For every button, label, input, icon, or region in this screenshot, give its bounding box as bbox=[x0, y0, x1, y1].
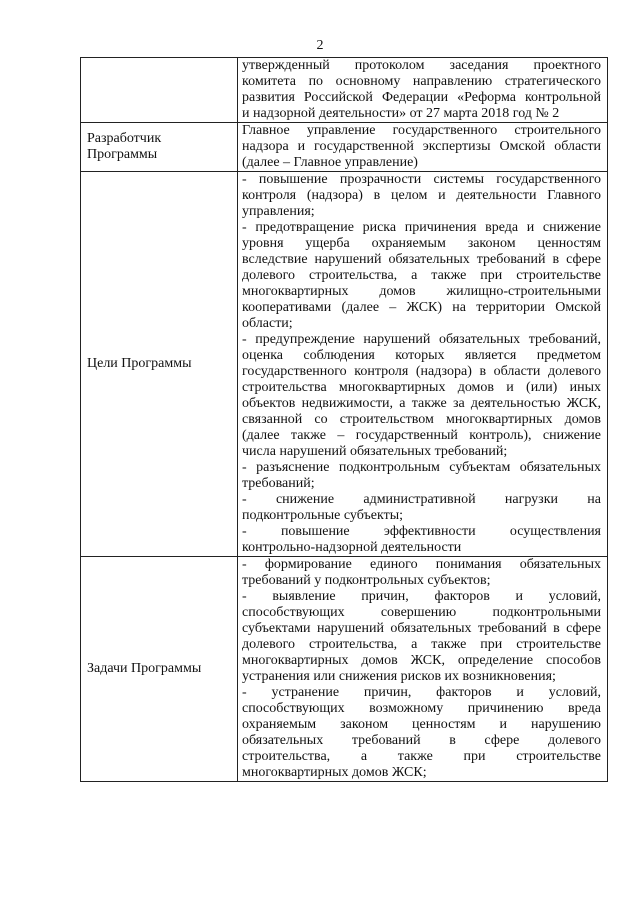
text-line: кооперативами (далее – ЖСК) на территории Омской bbox=[242, 300, 601, 315]
program-passport-table bbox=[80, 57, 608, 782]
table-row bbox=[81, 557, 608, 782]
text-line: многоквартирных домов жилищно-строительными bbox=[242, 284, 601, 299]
row-label: Разработчик Программы bbox=[81, 123, 238, 172]
text-line: оценка соблюдения которых является предметом bbox=[242, 348, 601, 363]
text-line: государственного контроля (надзора) в области долевого bbox=[242, 364, 601, 379]
text-line: долевого строительства, а также при строительстве bbox=[242, 268, 601, 283]
row-content bbox=[238, 123, 608, 172]
text-line: - устранение причин, факторов и условий, bbox=[242, 685, 601, 700]
row-content bbox=[238, 58, 608, 123]
text-line: требований; bbox=[242, 476, 315, 491]
row-label: Задачи Программы bbox=[81, 557, 238, 782]
text-line: связанной со строительством многоквартирных домов bbox=[242, 412, 601, 427]
page-number: 2 bbox=[316, 38, 324, 53]
text-line: многоквартирных домов ЖСК; bbox=[242, 765, 427, 780]
text-line: устранения или снижения рисков их возникновения; bbox=[242, 669, 556, 684]
table-row bbox=[81, 123, 608, 172]
text-line: строительства, а также при строительстве bbox=[242, 749, 601, 764]
text-line: - предотвращение риска причинения вреда и снижение bbox=[242, 220, 601, 235]
text-line: - повышение прозрачности системы государственного bbox=[242, 172, 601, 187]
text-line: подконтрольные субъекты; bbox=[242, 508, 403, 523]
text-line: требований у подконтрольных субъектов; bbox=[242, 573, 491, 588]
text-line: субъектами нарушений обязательных требований в сфере bbox=[242, 621, 601, 636]
text-line: комитета по основному направлению стратегического bbox=[242, 74, 601, 89]
text-line: - повышение эффективности осуществления bbox=[242, 524, 601, 539]
text-line: многоквартирных домов ЖСК, определение способов bbox=[242, 653, 601, 668]
text-line: развития Российской Федерации «Реформа контрольной bbox=[242, 90, 601, 105]
text-line: (далее – Главное управление) bbox=[242, 155, 418, 170]
text-line: обязательных требований в сфере долевого bbox=[242, 733, 601, 748]
text-line: контроля (надзора) в целом и деятельности Главного bbox=[242, 188, 601, 203]
text-line: строительства многоквартирных домов и (или) иных bbox=[242, 380, 601, 395]
row-content bbox=[238, 557, 608, 782]
text-line: области; bbox=[242, 316, 293, 331]
text-line: долевого строительства, а также при строительстве bbox=[242, 637, 601, 652]
text-line: объектов недвижимости, а также за деятельностью ЖСК, bbox=[242, 396, 601, 411]
table-row bbox=[81, 58, 608, 123]
text-line: - предупреждение нарушений обязательных требований, bbox=[242, 332, 601, 347]
text-line: Главное управление государственного строительного bbox=[242, 123, 601, 138]
text-line: способствующих совершению подконтрольными bbox=[242, 605, 601, 620]
row-label: Цели Программы bbox=[81, 172, 238, 557]
text-line: и надзорной деятельности» от 27 марта 2018 год № 2 bbox=[242, 106, 560, 121]
text-line: управления; bbox=[242, 204, 315, 219]
text-line: - разъяснение подконтрольным субъектам обязательных bbox=[242, 460, 601, 475]
text-line: - выявление причин, факторов и условий, bbox=[242, 589, 601, 604]
text-line: - снижение административной нагрузки на bbox=[242, 492, 601, 507]
text-line: - формирование единого понимания обязательных bbox=[242, 557, 601, 572]
text-line: уровня ущерба охраняемым законом ценностям bbox=[242, 236, 601, 251]
row-label bbox=[81, 58, 238, 123]
table-row bbox=[81, 172, 608, 557]
text-line: надзора и государственной экспертизы Омской области bbox=[242, 139, 601, 154]
row-content bbox=[238, 172, 608, 557]
text-line: утвержденный протоколом заседания проектного bbox=[242, 58, 601, 73]
text-line: способствующих возможному причинению вреда bbox=[242, 701, 601, 716]
text-line: (далее также – государственный контроль), снижение bbox=[242, 428, 601, 443]
text-line: контрольно-надзорной деятельности bbox=[242, 540, 462, 555]
text-line: вследствие нарушений обязательных требований в сфере bbox=[242, 252, 601, 267]
text-line: числа нарушений обязательных требований; bbox=[242, 444, 508, 459]
text-line: охраняемым законом ценностям и нарушению bbox=[242, 717, 601, 732]
